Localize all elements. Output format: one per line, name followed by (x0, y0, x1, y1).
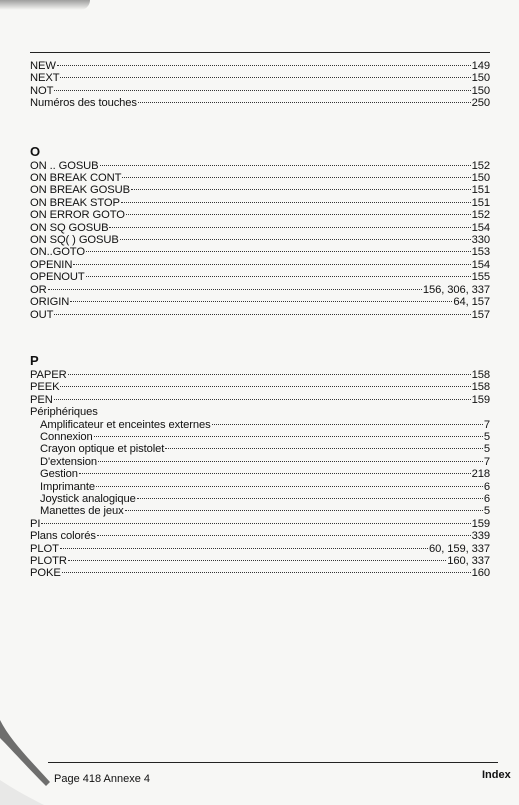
page-reference: 64, 157 (453, 296, 490, 309)
page-reference: 250 (471, 97, 490, 110)
index-term: D'extension (40, 455, 98, 468)
dot-leader (131, 188, 471, 190)
dot-leader (57, 64, 471, 66)
index-entry (30, 259, 490, 271)
page-reference: 6 (483, 492, 490, 505)
index-term: NEXT (30, 72, 60, 85)
index-entry (30, 234, 490, 246)
dot-leader (54, 398, 471, 400)
page-reference: 158 (471, 381, 490, 394)
dot-leader (97, 534, 471, 536)
index-term: ON..GOTO (30, 246, 85, 259)
dot-leader (48, 288, 422, 290)
index-term: NOT (30, 84, 54, 97)
index-term: PLOTR (30, 555, 67, 567)
page-curl-shadow (0, 720, 52, 805)
dot-leader (86, 250, 471, 252)
index-entry (30, 468, 490, 480)
dot-leader (138, 101, 471, 103)
dot-leader (54, 89, 470, 91)
page-reference: 149 (471, 60, 490, 72)
index-term: OUT (30, 308, 54, 321)
index-entry (30, 456, 490, 468)
dot-leader (94, 435, 483, 437)
dot-leader (109, 226, 470, 228)
section-o (30, 160, 490, 321)
index-entry (30, 60, 490, 72)
bottom-rule (48, 762, 498, 763)
index-entry (30, 394, 490, 406)
index-entry (30, 209, 490, 221)
index-entry (30, 246, 490, 258)
scan-shadow (0, 0, 90, 10)
index-entry (30, 530, 490, 542)
index-term: PEN (30, 393, 53, 406)
index-term: Gestion (40, 468, 78, 481)
index-term: Numéros des touches (30, 97, 137, 110)
section-label: Index (482, 769, 511, 781)
page-reference: 152 (471, 159, 490, 172)
dot-leader (54, 313, 470, 315)
index-term: OPENIN (30, 258, 73, 271)
index-term: PLOT (30, 542, 59, 555)
dot-leader (137, 497, 483, 499)
index-term: Manettes de jeux (40, 505, 124, 518)
dot-leader (126, 213, 471, 215)
page-reference: 151 (471, 184, 490, 197)
index-term: ON ERROR GOTO (30, 209, 125, 222)
index-entry (30, 419, 490, 431)
page-reference: 159 (471, 517, 490, 530)
index-entry (30, 197, 490, 209)
page-reference: 339 (471, 530, 490, 543)
index-entry (30, 443, 490, 455)
page-reference: 7 (483, 418, 490, 431)
index-term: Plans colorés (30, 530, 96, 543)
index-term: NEW (30, 60, 56, 72)
index-term: OR (30, 283, 47, 296)
page-reference: 153 (471, 246, 490, 259)
index-entry (30, 97, 490, 109)
index-term: ORIGIN (30, 296, 70, 309)
dot-leader (121, 201, 471, 203)
index-entry (30, 381, 490, 393)
dot-leader (165, 447, 483, 449)
index-term: Crayon optique et pistolet (40, 443, 165, 456)
index-entry (30, 309, 490, 321)
index-content (30, 60, 490, 580)
dot-leader (60, 76, 470, 78)
page-reference: 156, 306, 337 (422, 283, 490, 296)
dot-leader (79, 472, 471, 474)
index-entry (30, 555, 490, 567)
dot-leader (68, 373, 471, 375)
index-entry (30, 184, 490, 196)
index-entry (30, 222, 490, 234)
index-term: POKE (30, 567, 61, 580)
index-term: PI (30, 517, 41, 530)
index-entry (30, 284, 490, 296)
dot-leader (60, 385, 470, 387)
index-term: ON BREAK STOP (30, 196, 120, 209)
dot-leader (98, 460, 483, 462)
dot-leader (73, 263, 470, 265)
index-entry (30, 72, 490, 84)
page-reference: 218 (471, 468, 490, 481)
page-reference: 157 (471, 308, 490, 321)
index-term: Joystick analogique (40, 492, 136, 505)
index-entry (30, 85, 490, 97)
page-reference: 152 (471, 209, 490, 222)
section-n (30, 60, 490, 110)
dot-leader (41, 522, 470, 524)
dot-leader (212, 423, 483, 425)
index-term: Amplificateur et enceintes externes (40, 418, 211, 431)
index-term: ON SQ GOSUB (30, 221, 109, 234)
index-term: Imprimante (40, 480, 95, 493)
index-entry (30, 160, 490, 172)
index-term: ON .. GOSUB (30, 159, 99, 172)
index-entry (30, 296, 490, 308)
page-reference: 5 (483, 443, 490, 456)
index-entry (30, 567, 490, 579)
page-reference: 5 (483, 505, 490, 518)
page-reference: 155 (471, 271, 490, 284)
page-reference: 154 (471, 221, 490, 234)
index-entry (30, 481, 490, 493)
dot-leader (120, 238, 471, 240)
index-term: Périphériques (30, 406, 98, 419)
index-entry (30, 518, 490, 530)
index-term: ON BREAK CONT (30, 172, 122, 185)
index-entry (30, 369, 490, 381)
page-reference: 151 (471, 196, 490, 209)
index-entry (30, 271, 490, 283)
dot-leader (122, 176, 470, 178)
top-rule (30, 52, 490, 53)
page-reference: 330 (471, 234, 490, 247)
page-reference: 159 (471, 393, 490, 406)
page-number-label: Page 418 Annexe 4 (54, 773, 151, 785)
page-reference: 6 (483, 480, 490, 493)
index-entry (30, 431, 490, 443)
section-p (30, 369, 490, 580)
dot-leader (70, 300, 452, 302)
page-reference: 150 (471, 172, 490, 185)
index-term: PAPER (30, 368, 67, 381)
index-entry (30, 406, 490, 418)
index-term: ON BREAK GOSUB (30, 184, 130, 197)
index-entry (30, 505, 490, 517)
dot-leader (100, 164, 471, 166)
page-reference: 60, 159, 337 (428, 542, 490, 555)
page-reference: 150 (471, 84, 490, 97)
page-reference: 5 (483, 430, 490, 443)
index-term: OPENOUT (30, 271, 85, 284)
section-gap (30, 110, 490, 144)
page-reference: 154 (471, 258, 490, 271)
page-reference: 160, 337 (447, 555, 490, 567)
page-reference: 160 (471, 567, 490, 580)
index-entry (30, 543, 490, 555)
section-heading-p: P (30, 352, 39, 368)
section-gap (30, 321, 490, 353)
index-term: ON SQ( ) GOSUB (30, 234, 119, 247)
index-term: PEEK (30, 381, 60, 394)
dot-leader (60, 547, 428, 549)
dot-leader (62, 571, 471, 573)
index-entry (30, 493, 490, 505)
page-reference: 158 (471, 368, 490, 381)
section-heading-o: O (30, 143, 41, 159)
index-term: Connexion (40, 430, 93, 443)
dot-leader (96, 485, 483, 487)
page-reference: 7 (483, 455, 490, 468)
index-entry (30, 172, 490, 184)
dot-leader (68, 559, 446, 561)
dot-leader (125, 509, 483, 511)
page-reference: 150 (471, 72, 490, 85)
dot-leader (86, 275, 471, 277)
